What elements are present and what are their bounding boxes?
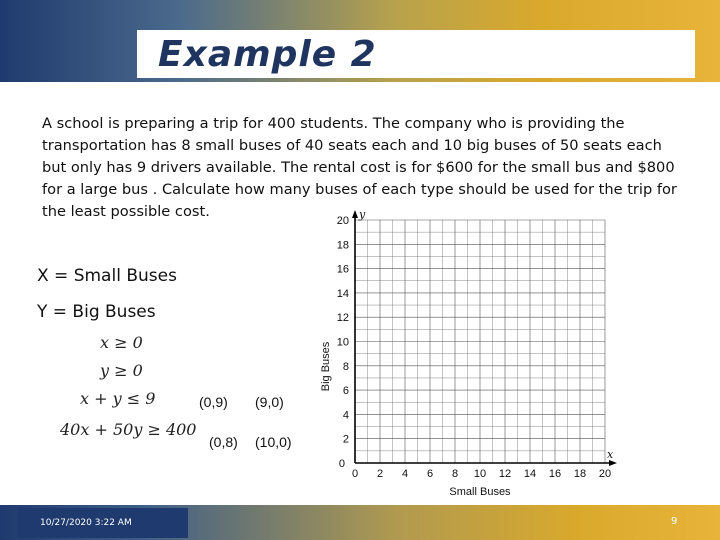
footer-date: 10/27/2020 3:22 AM: [40, 518, 132, 528]
x-tick-label: 2: [376, 468, 384, 480]
page-number: 9: [671, 516, 678, 527]
x-tick-label: 18: [573, 468, 587, 480]
x-tick-label: 14: [523, 468, 537, 480]
intercept-point: (0,9): [199, 394, 228, 410]
inequality: 40x + 50y ≥ 400: [60, 420, 197, 439]
intercept-point: (9,0): [255, 394, 284, 410]
problem-text: A school is preparing a trip for 400 students. The company who is providing the transportation has 8 small buses of 40 seats each and 10 big buses of 50 seats each but only has 9 drivers available. The rental cost is for $600 for the small bus and $800 for a large bus . Calculate how many buses of each type should be used for the trip for the least possible cost.: [42, 115, 677, 220]
variable-x-definition: X = Small Buses: [37, 266, 177, 286]
y-axis-letter: y: [359, 208, 366, 221]
inequality: y ≥ 0: [100, 361, 143, 380]
y-tick-label: 6: [342, 385, 349, 398]
x-tick-label: 0: [351, 468, 359, 480]
x-tick-label: 20: [598, 468, 612, 480]
x-tick-label: 10: [473, 468, 487, 480]
y-tick-label: 18: [336, 239, 349, 252]
y-tick-label: 20: [336, 215, 349, 227]
slide-title: Example 2: [158, 34, 377, 75]
x-tick-label: 8: [451, 468, 459, 480]
x-tick-label: 12: [498, 468, 512, 480]
y-tick-label: 16: [336, 263, 349, 276]
x-axis-letter: x: [607, 448, 614, 461]
intercept-point: (0,8): [209, 434, 238, 450]
y-axis-arrow: [352, 210, 358, 218]
inequality: x + y ≤ 9: [80, 389, 156, 408]
x-tick-label: 4: [401, 468, 409, 480]
y-tick-label: 8: [342, 360, 349, 373]
intercept-point: (10,0): [255, 434, 292, 450]
x-axis-label: Small Buses: [449, 486, 511, 498]
origin-label: 0: [338, 458, 345, 470]
coordinate-grid-chart: [315, 205, 625, 500]
y-axis-label: Big Buses: [320, 341, 332, 392]
y-tick-label: 2: [342, 433, 349, 446]
y-tick-label: 12: [336, 312, 349, 325]
y-tick-label: 14: [336, 287, 349, 300]
variable-y-definition: Y = Big Buses: [37, 302, 156, 322]
y-tick-label: 10: [336, 336, 349, 349]
y-tick-label: 4: [342, 409, 349, 422]
x-tick-label: 6: [426, 468, 434, 480]
inequality: x ≥ 0: [100, 333, 143, 352]
x-tick-label: 16: [548, 468, 562, 480]
